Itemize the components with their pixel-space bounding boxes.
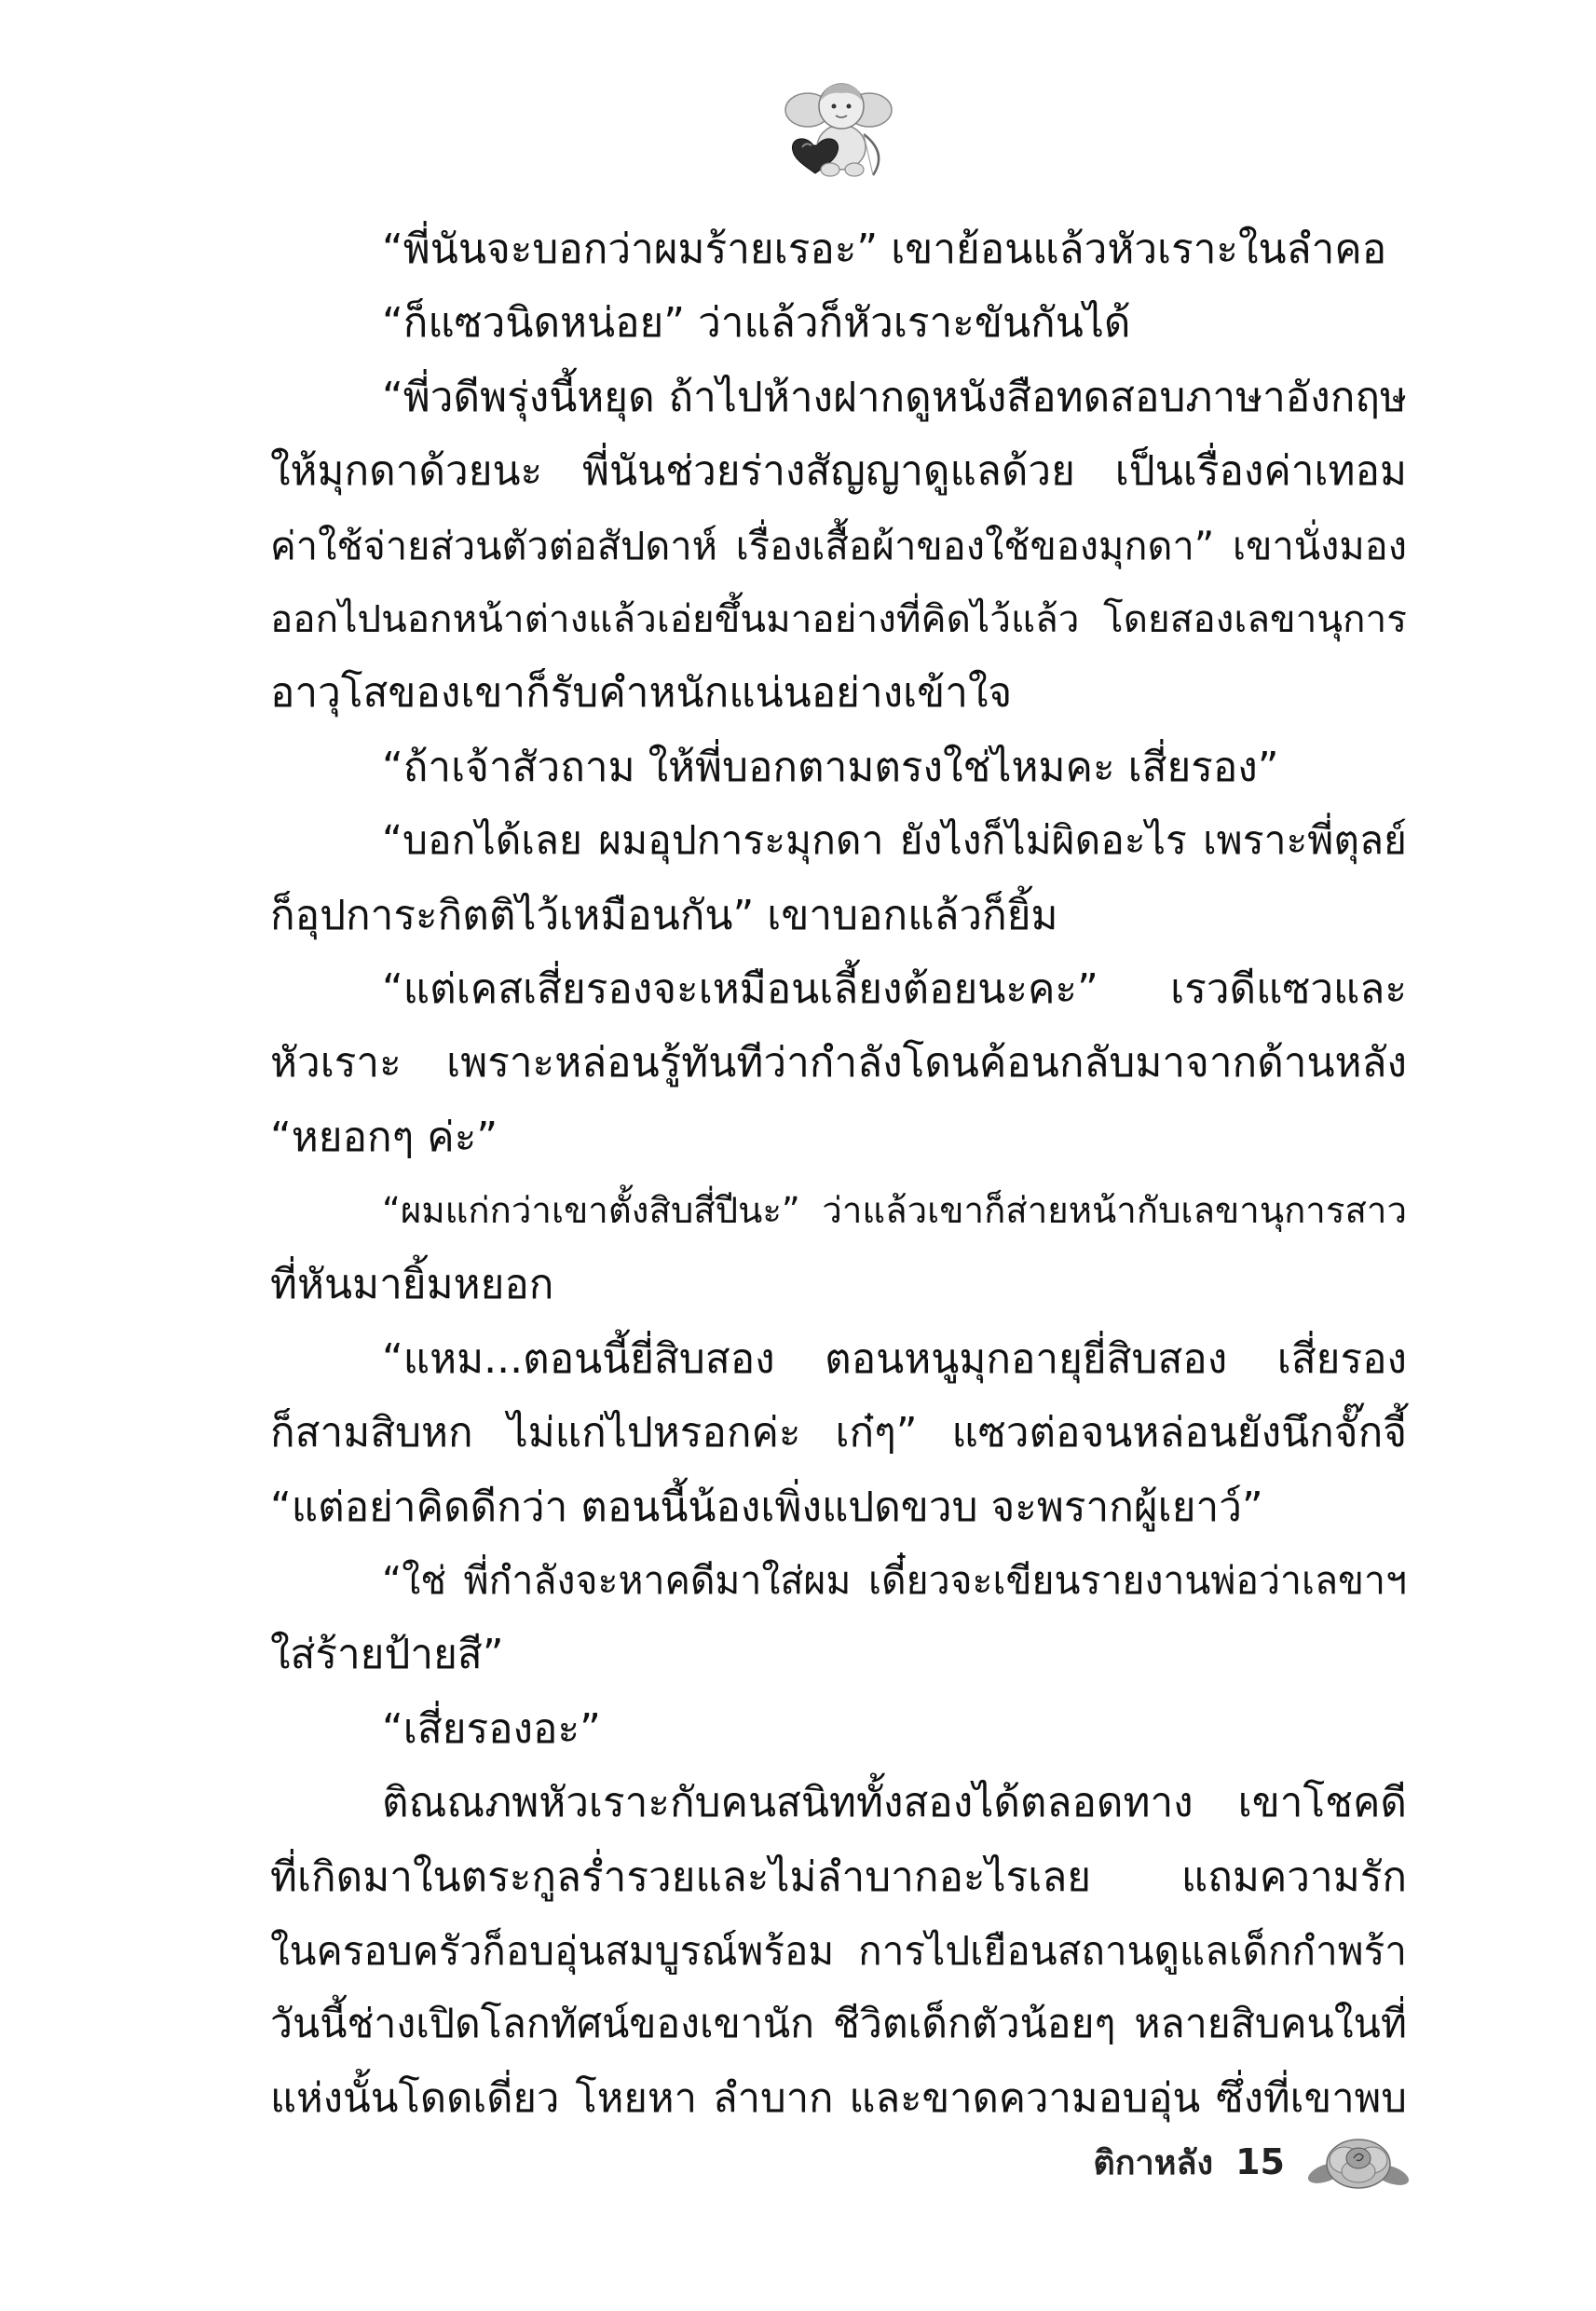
text-line: “หยอกๆ ค่ะ” [270, 1113, 498, 1161]
text-line: ก็อุปการะกิตติไว้เหมือนกัน” เขาบอกแล้วก็ยิ้ม [270, 891, 1058, 939]
text-line: ติณณภพหัวเราะกับคนสนิททั้งสองได้ตลอดทาง เขาโชคดี [382, 1779, 1407, 1827]
text-line: ค่าใช้จ่ายส่วนตัวต่อสัปดาห์ เรื่องเสื้อผ้าของใช้ของมุกดา” เขานั่งมอง [270, 522, 1407, 568]
page-footer [1093, 2125, 1410, 2199]
body-text [270, 212, 1407, 2136]
text-line: “แต่อย่าคิดดีกว่า ตอนนี้น้องเพิ่งแปดขวบ จะพรากผู้เยาว์” [270, 1483, 1263, 1531]
text-line: “แต่เคสเสี่ยรองจะเหมือนเลี้ยงต้อยนะคะ” เรวดีแซวและ [382, 964, 1407, 1013]
rose-icon [1307, 2125, 1410, 2199]
text-line: ในครอบครัวก็อบอุ่นสมบูรณ์พร้อม การไปเยือนสถานดูแลเด็กกำพร้า [270, 1927, 1407, 1974]
text-line: ออกไปนอกหน้าต่างแล้วเอ่ยขึ้นมาอย่างที่คิดไว้แล้ว โดยสองเลขานุการ [270, 595, 1407, 641]
text-line: “พี่นันจะบอกว่าผมร้ายเรอะ” เขาย้อนแล้วหัวเราะในลำคอ [382, 226, 1387, 273]
text-line: “ถ้าเจ้าสัวถาม ให้พี่บอกตามตรงใช่ไหมคะ เสี่ยรอง” [382, 743, 1279, 791]
book-title: ติกาหลัง [1093, 2143, 1214, 2182]
text-line: ก็สามสิบหก ไม่แก่ไปหรอกค่ะ เก๋ๆ” แซวต่อจนหล่อนยังนึกจั๊กจี้ [270, 1409, 1407, 1457]
text-line: “บอกได้เลย ผมอุปการะมุกดา ยังไงก็ไม่ผิดอะไร เพราะพี่ตุลย์ [382, 818, 1407, 865]
text-line: “ใช่ พี่กำลังจะหาคดีมาใส่ผม เดี๋ยวจะเขียนรายงานพ่อว่าเลขาฯ [382, 1558, 1407, 1604]
text-line: “ก็แซวนิดหน่อย” ว่าแล้วก็หัวเราะขันกันได้ [382, 299, 1131, 348]
text-line: ใส่ร้ายป้ายสี” [270, 1631, 504, 1679]
cupid-holding-heart-icon [778, 73, 899, 183]
text-line: “แหม...ตอนนี้ยี่สิบสอง ตอนหนูมุกอายุยี่สิบสอง เสี่ยรอง [382, 1334, 1407, 1383]
text-line: แห่งนั้นโดดเดี่ยว โหยหา ลำบาก และขาดความอบอุ่น ซึ่งที่เขาพบ [270, 2074, 1407, 2122]
text-line: “พี่วดีพรุ่งนี้หยุด ถ้าไปห้างฝากดูหนังสือทดสอบภาษาอังกฤษ [382, 373, 1407, 421]
page-number: 15 [1235, 2141, 1285, 2182]
text-line: วันนี้ช่างเปิดโลกทัศน์ของเขานัก ชีวิตเด็กตัวน้อยๆ หลายสิบคนในที่ [270, 2001, 1407, 2048]
text-line: อาวุโสของเขาก็รับคำหนักแน่นอย่างเข้าใจ [270, 669, 1013, 718]
text-line: หัวเราะ เพราะหล่อนรู้ทันทีว่ากำลังโดนค้อนกลับมาจากด้านหลัง [270, 1039, 1407, 1087]
text-line: “ผมแก่กว่าเขาตั้งสิบสี่ปีนะ” ว่าแล้วเขาก็ส่ายหน้ากับเลขานุการสาว [382, 1190, 1407, 1233]
text-line: ที่หันมายิ้มหยอก [270, 1261, 554, 1309]
text-line: “เสี่ยรองอะ” [382, 1704, 601, 1753]
text-line: ให้มุกดาด้วยนะ พี่นันช่วยร่างสัญญาดูแลด้วย เป็นเรื่องค่าเทอม [270, 447, 1407, 496]
text-line: ที่เกิดมาในตระกูลร่ำรวยและไม่ลำบากอะไรเลย แถมความรัก [270, 1853, 1407, 1901]
